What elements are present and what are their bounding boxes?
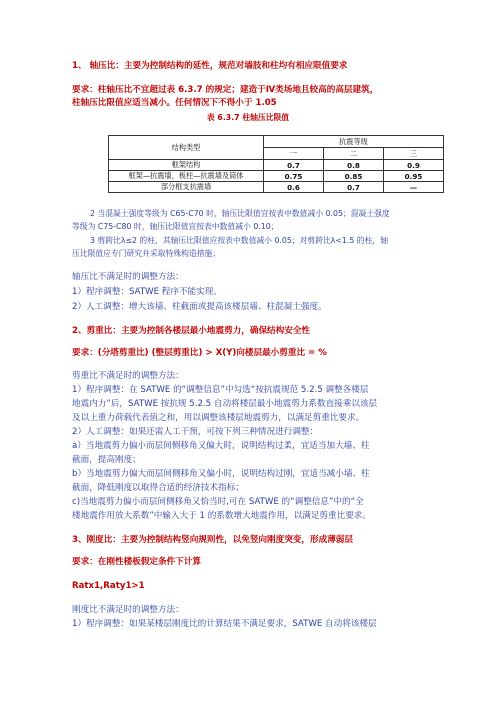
section-2-line-4: 2）人工调整：如果还需人工干预，可按下列三种情况进行调整： [72, 427, 319, 437]
table-header-grade-2: 二 [324, 148, 384, 160]
table-header-seismic-grade: 抗震等级 [264, 136, 444, 148]
section-2-requirement: 要求：(分塔剪重比) (整层剪重比) > X(Y)向楼层最小剪重比 = % [72, 348, 327, 358]
note-3-line-1: 3 剪跨比λ≤2 的柱，其轴压比限值应按表中数值减小 0.05；对剪跨比λ<1.5 的柱，轴 [90, 236, 388, 245]
table-cell: 0.8 [324, 160, 384, 171]
section-1-adjust-1: 1）程序调整：SATWE 程序不能实现。 [72, 287, 222, 297]
section-2-line-2: 地震内力”后，SATWE 按抗规 5.2.5 自动将楼层最小地震剪力系数直接乘以该层 [72, 399, 378, 409]
note-3-line-2: 压比限值应专门研究并采取特殊构造措施； [72, 249, 221, 258]
section-2-heading: 2、剪重比：主要为控制各楼层最小地震剪力，确保结构安全性 [72, 326, 311, 336]
table-cell: 0.6 [264, 182, 324, 193]
section-1-adjust-2: 2）人工调整：增大该墙、柱截面或提高该楼层墙、柱混凝土强度。 [72, 302, 327, 312]
note-2-line-2: 等级为 C75-C80 时，轴压比限值宜按表中数值减小 0.10； [72, 222, 279, 231]
section-3-requirement: 要求：在刚性楼板假定条件下计算 [72, 557, 201, 567]
table-cell: 0.75 [264, 171, 324, 182]
section-2-line-6: 截面，提高刚度； [72, 455, 141, 465]
note-2-line-1: 2 当混凝土强度等级为 C65-C70 时，轴压比限值宜按表中数值减小 0.05；混凝土强度 [90, 209, 390, 218]
section-2-line-1: 1）程序调整：在 SATWE 的“调整信息”中勾选“按抗震规范 5.2.5 调整各楼层 [72, 385, 369, 395]
table-cell: — [384, 182, 444, 193]
section-3-formula: Ratx1,Raty1>1 [72, 581, 145, 591]
section-2-line-7: b）当地震剪力偏大而层间侧移角又偏小时，说明结构过刚，宜适当减小墙、柱 [72, 469, 370, 479]
section-2-line-5: a）当地震剪力偏小而层间侧移角又偏大时，说明结构过柔，宜适当加大墙、柱 [72, 441, 370, 451]
table-header-grade-3: 三 [384, 148, 444, 160]
table-cell: 0.95 [384, 171, 444, 182]
section-2-adjust-title: 剪重比不满足时的调整方法： [72, 371, 184, 381]
table-cell: 0.7 [324, 182, 384, 193]
section-3-heading: 3、刚度比：主要为控制结构竖向规则性，以免竖向刚度突变，形成薄弱层 [72, 535, 353, 545]
axial-ratio-table [108, 135, 444, 193]
table-row [109, 160, 444, 171]
section-1-heading: 1、 轴压比：主要为控制结构的延性，规范对墙肢和柱均有相应限值要求 [72, 61, 348, 71]
section-3-adjust-title: 刚度比不满足时的调整方法： [72, 605, 184, 615]
table-cell-type: 框架—抗震墙，板柱—抗震墙及筒体 [109, 171, 264, 182]
section-1-requirement-line-1: 要求：柱轴压比不宜超过表 6.3.7 的规定；建造于Ⅳ类场地且较高的高层建筑， [72, 85, 379, 95]
table-cell: 0.7 [264, 160, 324, 171]
section-2-line-3: 及以上重力荷载代表值之和，用以调整该楼层地震剪力，以满足剪重比要求。 [72, 413, 365, 423]
section-1-adjust-title: 轴压比不满足时的调整方法： [72, 272, 184, 282]
section-2-line-9: c)当地震剪力偏小而层间侧移角又恰当时,可在 SATWE 的“调整信息”中的“全 [72, 497, 364, 507]
table-cell-type: 框架结构 [109, 160, 264, 171]
table-caption: 表 6.3.7 柱轴压比限值 [206, 113, 290, 122]
table-row [109, 171, 444, 182]
section-1-requirement-line-2: 柱轴压比限值应适当减小。任何情况下不得小于 1.05 [72, 98, 277, 108]
section-2-line-10: 楼地震作用放大系数”中输入大于 1 的系数增大地震作用，以满足剪重比要求。 [72, 511, 371, 521]
table-cell: 0.9 [384, 160, 444, 171]
section-3-line-1: 1）程序调整：如果某楼层刚度比的计算结果不满足要求，SATWE 自动将该楼层 [72, 619, 377, 629]
table-cell: 0.85 [324, 171, 384, 182]
table-header-grade-1: 一 [264, 148, 324, 160]
table-cell-type: 部分框支抗震墙 [109, 182, 264, 193]
section-2-line-8: 截面，降低刚度以取得合适的经济技术指标； [72, 483, 244, 493]
table-header-structure-type: 结构类型 [109, 136, 264, 160]
table-row [109, 182, 444, 193]
